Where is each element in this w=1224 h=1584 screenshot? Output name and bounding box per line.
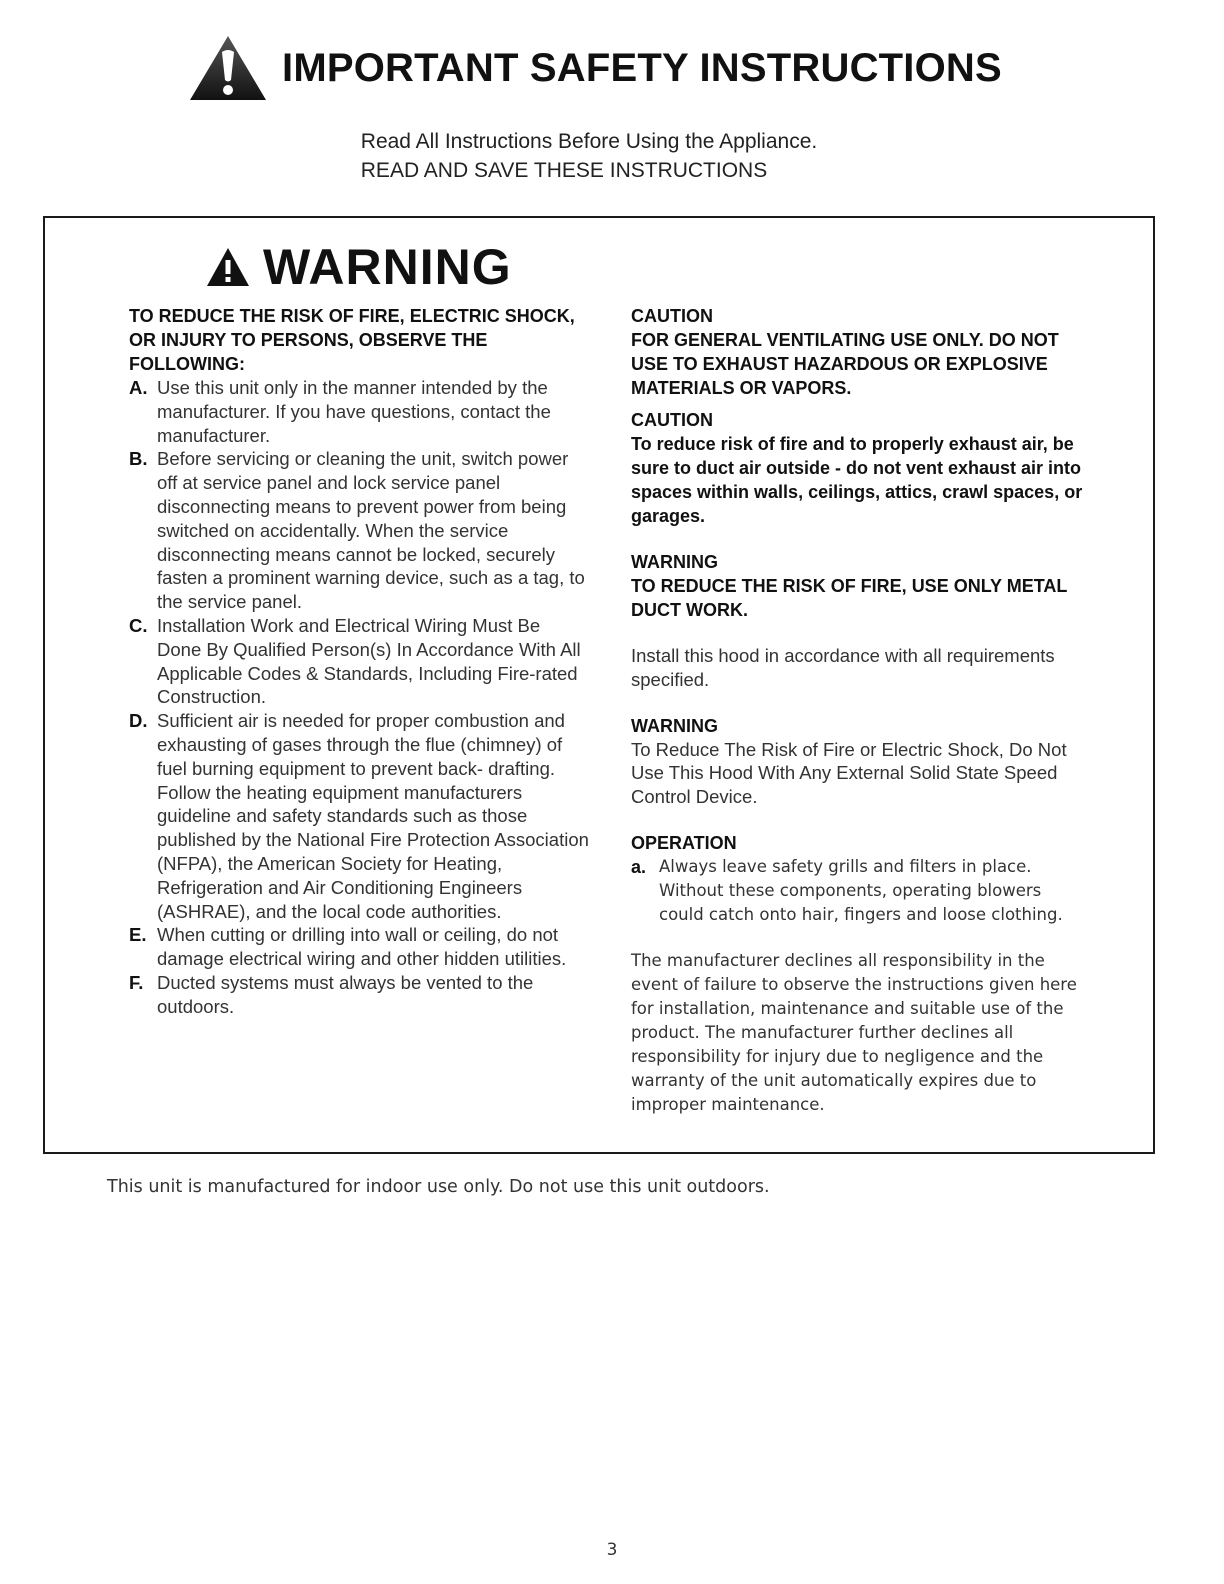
item-text: Ducted systems must always be vented to the outdoors. bbox=[157, 971, 534, 1017]
item-letter: a. bbox=[631, 856, 647, 877]
warning-triangle-icon bbox=[205, 246, 251, 288]
warning-speed-control: To Reduce The Risk of Fire or Electric Shock, Do Not Use This Hood With Any External Solid State Speed Control Device. bbox=[631, 738, 1067, 808]
left-column bbox=[129, 304, 589, 1019]
indoor-use-note: This unit is manufactured for indoor use only. Do not use this unit outdoors. bbox=[107, 1177, 770, 1197]
instruction-list bbox=[129, 376, 589, 1019]
item-letter: B. bbox=[129, 448, 148, 470]
title-row bbox=[188, 34, 1002, 102]
warning-label: WARNING bbox=[631, 715, 718, 736]
warning-metal-duct: TO REDUCE THE RISK OF FIRE, USE ONLY METAL DUCT WORK. bbox=[631, 576, 1068, 620]
warning-triangle-icon bbox=[188, 34, 268, 102]
item-letter: D. bbox=[129, 710, 148, 732]
item-text: Before servicing or cleaning the unit, switch power off at service panel and lock service panel disconnecting means to prevent power from being switched on accidentally. When the service disconnecting means cannot be locked, securely fasten a prominent warning device, such as a tag, to the service panel. bbox=[157, 448, 585, 613]
caution-label: CAUTION bbox=[631, 306, 713, 326]
caution-general-ventilating: FOR GENERAL VENTILATING USE ONLY. DO NOT USE TO EXHAUST HAZARDOUS OR EXPLOSIVE MATERIALS OR VAPORS. bbox=[631, 330, 1059, 398]
warning-box bbox=[43, 216, 1155, 1154]
item-letter: F. bbox=[129, 971, 144, 993]
operation-item bbox=[631, 855, 1091, 927]
item-letter: E. bbox=[129, 924, 147, 946]
list-item bbox=[129, 376, 589, 447]
item-letter: A. bbox=[129, 377, 148, 398]
item-text: Sufficient air is needed for proper combustion and exhausting of gases through the flue (chimney) of fuel burning equipment to prevent back- drafting. Follow the heating equipment manufacturers guideline and safety standards such as those published by the National Fire Protection Association (NFPA), the American Society for Heating, Refrigeration and Air Conditioning Engineers (ASHRAE), and the local code authorities. bbox=[157, 710, 589, 922]
warning-heading-text: WARNING bbox=[263, 239, 512, 295]
manufacturer-disclaimer: The manufacturer declines all responsibility in the event of failure to observe the instructions given here for installation, maintenance and suitable use of the product. The manufacturer further declines all responsibility for injury due to negligence and the warranty of the unit automatically expires due to improper maintenance. bbox=[631, 950, 1077, 1114]
right-column bbox=[631, 304, 1091, 1117]
list-item bbox=[129, 923, 589, 971]
item-text: Use this unit only in the manner intended by the manufacturer. If you have questions, contact the manufacturer. bbox=[157, 377, 551, 446]
caution-duct-outside: To reduce risk of fire and to properly exhaust air, be sure to duct air outside - do not vent exhaust air into spaces within walls, ceilings, attics, crawl spaces, or garages. bbox=[631, 434, 1083, 526]
install-note: Install this hood in accordance with all requirements specified. bbox=[631, 645, 1055, 690]
item-text: When cutting or drilling into wall or ceiling, do not damage electrical wiring and other hidden utilities. bbox=[157, 924, 567, 970]
item-letter: C. bbox=[129, 614, 148, 636]
page-number: 3 bbox=[606, 1540, 618, 1560]
item-text: Installation Work and Electrical Wiring Must Be Done By Qualified Person(s) In Accordance With All Applicable Codes & Standards, Including Fire-rated Construction. bbox=[157, 614, 581, 708]
warning-label: WARNING bbox=[631, 552, 718, 572]
subtitle-read-save: READ AND SAVE THESE INSTRUCTIONS bbox=[360, 159, 768, 182]
page-title: IMPORTANT SAFETY INSTRUCTIONS bbox=[282, 46, 1002, 90]
item-text: Always leave safety grills and filters in place. Without these components, operating blowers could catch onto hair, fingers and loose clothing. bbox=[659, 856, 1063, 924]
left-intro: TO REDUCE THE RISK OF FIRE, ELECTRIC SHOCK, OR INJURY TO PERSONS, OBSERVE THE FOLLOWING: bbox=[129, 306, 575, 374]
caution-label: CAUTION bbox=[631, 410, 713, 430]
list-item bbox=[129, 447, 589, 614]
warning-heading bbox=[205, 239, 512, 295]
list-item bbox=[129, 614, 589, 709]
subtitle-read-all: Read All Instructions Before Using the Appliance. bbox=[360, 130, 818, 153]
list-item bbox=[129, 971, 589, 1019]
operation-label: OPERATION bbox=[631, 832, 737, 853]
list-item bbox=[129, 709, 589, 923]
